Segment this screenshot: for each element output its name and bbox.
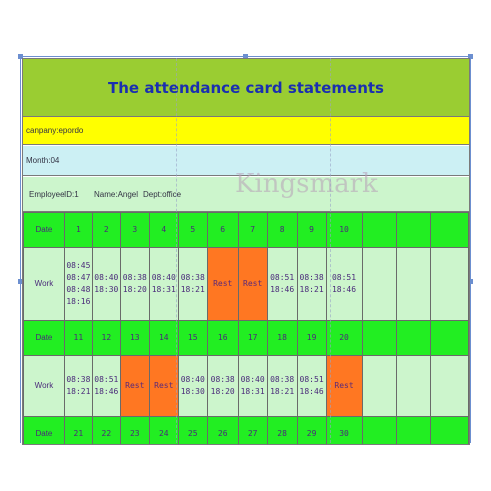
date-row <box>24 321 469 356</box>
date-cell[interactable]: 30 <box>326 417 362 446</box>
work-time-cell[interactable]: 08:38 18:20 <box>120 248 149 321</box>
work-time-cell[interactable]: 08:38 18:21 <box>297 248 326 321</box>
date-cell[interactable]: 12 <box>92 321 120 356</box>
date-cell[interactable]: 4 <box>149 213 178 248</box>
date-row-label: Date <box>24 213 65 248</box>
date-cell[interactable]: 29 <box>297 417 326 446</box>
work-time-cell[interactable]: 08:40 18:30 <box>178 356 207 417</box>
guide-line <box>330 58 331 443</box>
date-cell[interactable] <box>431 321 469 356</box>
rest-cell[interactable]: Rest <box>149 356 178 417</box>
work-row <box>24 356 469 417</box>
date-cell[interactable]: 13 <box>120 321 149 356</box>
work-time-cell[interactable] <box>397 356 431 417</box>
rest-cell[interactable]: Rest <box>120 356 149 417</box>
date-cell[interactable]: 7 <box>238 213 267 248</box>
date-row <box>24 213 469 248</box>
employee-name: Name:Angel <box>94 190 139 199</box>
date-cell[interactable] <box>397 417 431 446</box>
date-row-label: Date <box>24 417 65 446</box>
page-title: The attendance card statements <box>108 78 384 97</box>
date-cell[interactable]: 8 <box>267 213 297 248</box>
attendance-grid <box>23 212 469 445</box>
work-row <box>24 248 469 321</box>
date-cell[interactable]: 18 <box>267 321 297 356</box>
selection-frame-right <box>470 56 471 443</box>
work-row-label: Work <box>24 248 65 321</box>
date-cell[interactable]: 16 <box>207 321 238 356</box>
guide-line <box>176 58 177 443</box>
attendance-sheet <box>22 58 470 445</box>
employee-label: Employee <box>29 190 65 199</box>
month-label: Month:04 <box>26 156 60 165</box>
work-time-cell[interactable]: 08:51 18:46 <box>92 356 120 417</box>
work-time-cell[interactable]: 08:38 18:20 <box>207 356 238 417</box>
rest-cell[interactable]: Rest <box>238 248 267 321</box>
date-cell[interactable]: 5 <box>178 213 207 248</box>
date-cell[interactable] <box>362 213 397 248</box>
rest-cell[interactable]: Rest <box>326 356 362 417</box>
date-cell[interactable]: 27 <box>238 417 267 446</box>
date-cell[interactable]: 22 <box>92 417 120 446</box>
date-cell[interactable]: 25 <box>178 417 207 446</box>
rest-cell[interactable]: Rest <box>207 248 238 321</box>
selection-frame-left <box>20 56 21 443</box>
date-cell[interactable]: 24 <box>149 417 178 446</box>
date-cell[interactable] <box>431 417 469 446</box>
date-cell[interactable]: 11 <box>64 321 92 356</box>
date-cell[interactable]: 19 <box>297 321 326 356</box>
date-cell[interactable]: 10 <box>326 213 362 248</box>
title-row <box>23 59 469 117</box>
work-time-cell[interactable]: 08:51 18:46 <box>326 248 362 321</box>
date-cell[interactable]: 20 <box>326 321 362 356</box>
date-cell[interactable]: 26 <box>207 417 238 446</box>
work-time-cell[interactable] <box>362 356 397 417</box>
work-time-cell[interactable]: 08:51 18:46 <box>267 248 297 321</box>
date-cell[interactable]: 23 <box>120 417 149 446</box>
work-time-cell[interactable]: 08:38 18:21 <box>267 356 297 417</box>
watermark: Kingsmark <box>235 169 378 199</box>
date-cell[interactable]: 17 <box>238 321 267 356</box>
work-time-cell[interactable]: 08:38 18:21 <box>64 356 92 417</box>
work-time-cell[interactable]: 08:40 18:31 <box>149 248 178 321</box>
company-row <box>23 117 469 145</box>
work-time-cell[interactable]: 08:45 08:47 08:48 18:16 <box>64 248 92 321</box>
date-cell[interactable] <box>431 213 469 248</box>
date-cell[interactable]: 3 <box>120 213 149 248</box>
date-cell[interactable]: 28 <box>267 417 297 446</box>
date-cell[interactable]: 21 <box>64 417 92 446</box>
date-cell[interactable] <box>397 321 431 356</box>
date-cell[interactable] <box>362 417 397 446</box>
date-cell[interactable] <box>362 321 397 356</box>
date-cell[interactable]: 9 <box>297 213 326 248</box>
work-time-cell[interactable]: 08:40 18:30 <box>92 248 120 321</box>
work-time-cell[interactable] <box>397 248 431 321</box>
date-row <box>24 417 469 446</box>
work-time-cell[interactable]: 08:38 18:21 <box>178 248 207 321</box>
date-cell[interactable] <box>397 213 431 248</box>
date-cell[interactable]: 1 <box>64 213 92 248</box>
company-label: canpany:epordo <box>26 126 84 135</box>
employee-dept: Dept:office <box>143 190 182 199</box>
work-row-label: Work <box>24 356 65 417</box>
work-time-cell[interactable] <box>362 248 397 321</box>
date-cell[interactable]: 6 <box>207 213 238 248</box>
date-cell[interactable]: 14 <box>149 321 178 356</box>
employee-id: ID:1 <box>64 190 79 199</box>
date-row-label: Date <box>24 321 65 356</box>
work-time-cell[interactable]: 08:40 18:31 <box>238 356 267 417</box>
date-cell[interactable]: 15 <box>178 321 207 356</box>
work-time-cell[interactable] <box>431 356 469 417</box>
work-time-cell[interactable] <box>431 248 469 321</box>
date-cell[interactable]: 2 <box>92 213 120 248</box>
work-time-cell[interactable]: 08:51 18:46 <box>297 356 326 417</box>
